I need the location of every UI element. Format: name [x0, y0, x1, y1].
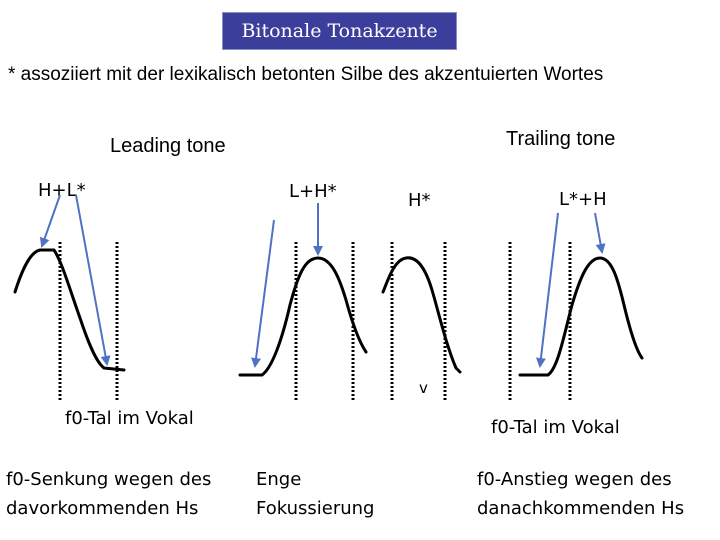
- alignment-arrow: [595, 213, 602, 252]
- pitch-contour: [15, 250, 124, 370]
- valley-label-right: f0-Tal im Vokal: [491, 417, 620, 438]
- valley-label-left: f0-Tal im Vokal: [65, 408, 194, 429]
- accent-label-hl: H+L*: [38, 180, 86, 201]
- alignment-arrow: [255, 220, 274, 366]
- caption-mid-line2: Fokussierung: [256, 498, 375, 519]
- trailing-tone-label: Trailing tone: [506, 128, 616, 150]
- pitch-contour: [383, 258, 460, 372]
- accent-label-h: H*: [408, 190, 431, 211]
- vowel-mark: v: [419, 379, 428, 397]
- caption-left-line2: davorkommenden Hs: [6, 498, 199, 519]
- subtitle: * assoziiert mit der lexikalisch betonten Silbe des akzentuierten Wortes: [8, 64, 604, 85]
- accent-label-lh-late: L*+H: [559, 189, 607, 210]
- alignment-arrow: [76, 195, 107, 364]
- caption-mid-line1: Enge: [256, 469, 302, 490]
- alignment-arrow: [42, 195, 60, 246]
- pitch-contour: [240, 258, 366, 375]
- accent-label-lh: L+H*: [289, 181, 337, 202]
- title: Bitonale Tonakzente: [241, 20, 438, 42]
- pitch-contour: [520, 258, 642, 375]
- caption-left-line1: f0-Senkung wegen des: [6, 469, 212, 490]
- caption-right-line1: f0-Anstieg wegen des: [477, 469, 672, 490]
- caption-right-line2: danachkommenden Hs: [477, 498, 685, 519]
- leading-tone-label: Leading tone: [110, 135, 226, 157]
- alignment-arrow: [540, 213, 558, 366]
